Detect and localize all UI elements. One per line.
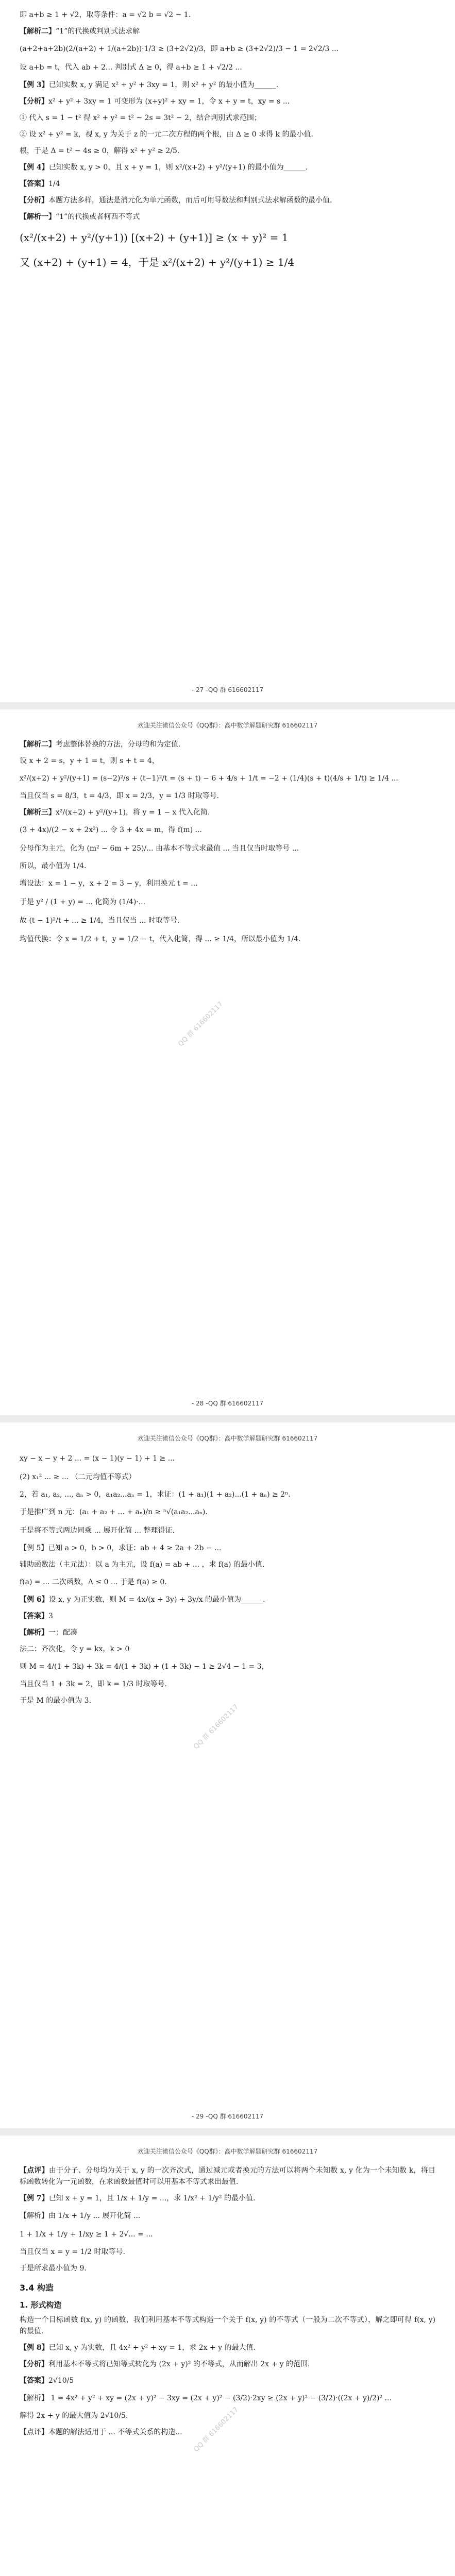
section-title: 3.4 构造: [20, 2283, 54, 2293]
page-header: 欢迎关注微信公众号《QQ群》：高中数学解题研究群 616602117: [137, 1435, 318, 1442]
text: x²/(x+2) + y²/(y+1)，将 y = 1 − x 代入化简.: [56, 808, 210, 817]
math-line: (3 + 4x)/(2 − x + 2x²) ... 令 3 + 4x = m，得 f(m) ...: [20, 826, 202, 834]
subsection-title: 1. 形式构造: [20, 2300, 62, 2310]
math-line: 增设法：x = 1 − y，x + 2 = 3 − y，利用换元 t = ...: [20, 879, 198, 888]
text: “1”的代换或判别式法求解: [56, 27, 140, 36]
text: 已知实数 x, y 满足 x² + y² + 3xy = 1，则 x² + y² 的最小值为______.: [48, 81, 279, 89]
label: 【解析二】: [20, 740, 56, 749]
math-line: f(a) = ... 二次函数，Δ ≤ 0 ... 于是 f(a) ≥ 0.: [20, 1578, 167, 1586]
math-line: 所以，最小值为 1/4.: [20, 862, 87, 870]
text: 3: [48, 1612, 53, 1620]
math-line: 【例 5】已知 a > 0，b > 0，求证：ab + 4 ≥ 2a + 2b − ...: [20, 1544, 222, 1552]
page-4: [0, 2136, 455, 2576]
text: 已知实数 x, y > 0，且 x + y = 1，则 x²/(x+2) + y²/(y+1) 的最小值为______.: [48, 163, 308, 172]
text: 已知 x + y = 1，且 1/x + 1/y = ...，求 1/x² + 1/y² 的最小值.: [48, 2194, 256, 2202]
text: 本题方法多样，通法是消元化为单元函数，而后可用导数法和判别式法求解函数的最小值.: [48, 196, 332, 205]
page-3: [0, 1422, 455, 2128]
math-line: 均值代换：令 x = 1/2 + t，y = 1/2 − t，代入化简，得 ... ≥ 1/4，所以最小值为 1/4.: [20, 935, 301, 943]
watermark: QQ 群 616602117: [192, 1703, 240, 1751]
paragraph: 构造一个目标函数 f(x, y) 的函数，我们利用基本不等式构造一个关于 f(x, y) 的不等式（一般为二次不等式），解之即可得 f(x, y) 的最值.: [20, 2316, 435, 2335]
math-line: 当且仅当 s = 8/3，t = 4/3，即 x = 2/3，y = 1/3 时取等号.: [20, 792, 220, 800]
math-line: 故 (t − 1)²/t + ... ≥ 1/4，当且仅当 ... 时取等号.: [20, 917, 180, 925]
page-1: [0, 0, 455, 702]
label: 【答案】: [20, 2377, 48, 2385]
page-footer: - 29 -QQ 群 616602117: [191, 2113, 264, 2120]
big-formula: 又 (x+2) + (y+1) = 4，于是 x²/(x+2) + y²/(y+1) ≥ 1/4: [20, 256, 295, 268]
math-line: 1 + 1/x + 1/y + 1/xy ≥ 1 + 2√... = ...: [20, 2230, 153, 2239]
page-header: 欢迎关注微信公众号《QQ群》：高中数学解题研究群 616602117: [137, 2148, 318, 2155]
math-line: 【解析】 1 = 4x² + y² + xy = (2x + y)² − 3xy = (2x + y)² − (3/2)·2xy ≥ (2x + y)² − (3/2)·((2x + y)/2)² ...: [20, 2394, 392, 2402]
label: 【点评】: [20, 2166, 49, 2175]
label: 【例 6】: [20, 1596, 49, 1604]
label: 【解析一】: [20, 213, 56, 221]
math-line: 解得 2x + y 的最大值为 2√10/5.: [20, 2412, 128, 2420]
label: 【解析】: [20, 1629, 48, 1637]
math-line: x²/(x+2) + y²/(y+1) = (s−2)²/s + (t−1)²/t = (s + t) − 6 + 4/s + 1/t = −2 + (1/4)(s + t)(4/s + 1/t) ≥ 1/4 ...: [20, 774, 398, 783]
text: 由于分子、分母均为关于 x, y 的一次齐次式，通过减元或者换元的方法可以将两个未知数 x, y 化为一个未知数 k，将目标函数转化为一元函数，在求函数最值时可以用基本不等式求出最值.: [20, 2166, 435, 2186]
math-line: (2) x₁² ... ≥ ... （二元均值不等式）: [20, 1473, 136, 1481]
page-gap: [0, 702, 455, 709]
label: 【答案】: [20, 1612, 48, 1620]
intro-text: 即 a+b ≥ 1 + √2，取等条件：a = √2 b = √2 − 1.: [20, 11, 191, 19]
math-line: 【点评】本题的解法适用于 ... 不等式关系的构造...: [20, 2428, 182, 2436]
label: 【例 3】: [20, 81, 49, 89]
page-2: [0, 709, 455, 1415]
math-line: 辅助函数法（主元法）：以 a 为主元，设 f(a) = ab + ... ，求 f(a) 的最小值.: [20, 1561, 265, 1569]
big-formula: (x²/(x+2) + y²/(y+1)) [(x+2) + (y+1)] ≥ (x + y)² = 1: [20, 231, 289, 244]
text: 利用基本不等式将已知等式转化为 (2x + y)² 的不等式，从而解出 2x + y 的范围.: [48, 2360, 310, 2368]
math-line: 于是将不等式两边同乘 ... 展开化简 ... 整理得证.: [20, 1527, 175, 1535]
math-line: (a+2+a+2b)(2/(a+2) + 1/(a+2b))·1/3 ≥ (3+2√2)/3，即 a+b ≥ (3+2√2)/3 − 1 = 2√2/3 ...: [20, 45, 339, 53]
math-line: 【解析】由 1/x + 1/y ... 展开化简 ...: [20, 2212, 141, 2220]
math-line: 设 x + 2 = s，y + 1 = t，则 s + t = 4，: [20, 757, 159, 765]
watermark: QQ 群 616602117: [177, 1000, 225, 1048]
page-footer: - 28 -QQ 群 616602117: [191, 1400, 264, 1407]
text: x² + y² + 3xy = 1 可变形为 (x+y)² + xy = 1，令 x + y = t，xy = s ...: [48, 97, 290, 106]
text: 设 x, y 为正实数，则 M = 4x/(x + 3y) + 3y/x 的最小值为______.: [48, 1596, 265, 1604]
page-header: 欢迎关注微信公众号《QQ群》：高中数学解题研究群 616602117: [137, 722, 318, 729]
text: 2√10/5: [48, 2377, 74, 2385]
math-line: 于是 y² / (1 + y) = ... 化简为 (1/4)·...: [20, 898, 146, 906]
page-gap: [0, 1415, 455, 1422]
text: 考虑整体替换的方法，分母的和为定值.: [56, 740, 181, 749]
label: 【分析】: [20, 97, 48, 106]
label: 【分析】: [20, 2360, 48, 2368]
method-line: ① 代入 s = 1 − t² 得 x² + y² = t² − 2s = 3t² − 2，结合判别式求范围；: [20, 114, 261, 122]
text: “1”的代换或者柯西不等式: [56, 213, 140, 221]
math-line: 设 a+b = t，代入 ab + 2... 判别式 Δ ≥ 0，得 a+b ≥ 1 + √2/2 ...: [20, 63, 242, 72]
watermark: QQ 群 616602117: [192, 2405, 240, 2454]
math-line: 于是所求最小值为 9.: [20, 2264, 87, 2273]
math-line: 于是 M 的最小值为 3.: [20, 1697, 92, 1705]
label: 【例 7】: [20, 2194, 49, 2202]
text: 已知 x, y 为实数，且 4x² + y² + xy = 1，求 2x + y 的最大值.: [48, 2344, 256, 2352]
text: 一：配凑: [48, 1629, 77, 1637]
math-line: 当且仅当 x = y = 1/2 时取等号.: [20, 2248, 125, 2256]
label: 【例 4】: [20, 163, 49, 172]
math-line: 2，若 a₁, a₂, ..., aₙ > 0，a₁a₂...aₙ = 1，求证：(1 + a₁)(1 + a₂)...(1 + aₙ) ≥ 2ⁿ.: [20, 1490, 291, 1499]
math-line: 当且仅当 1 + 3k = 2，即 k = 1/3 时取等号.: [20, 1680, 167, 1688]
math-line: 于是推广到 n 元：(a₁ + a₂ + ... + aₙ)/n ≥ ⁿ√(a₁a₂...aₙ).: [20, 1508, 208, 1516]
page-footer: - 27 -QQ 群 616602117: [191, 686, 264, 693]
page-gap: [0, 2128, 455, 2136]
math-line: 分母作为主元，化为 (m² − 6m + 25)/... 由基本不等式求最值 ... 当且仅当时取等号 ...: [20, 844, 299, 853]
method-line: ② 设 x² + y² = k，视 x, y 为关于 z 的一元二次方程的两个根，由 Δ ≥ 0 求得 k 的最小值.: [20, 130, 313, 139]
math-line: 则 M = 4/(1 + 3k) + 3k = 4/(1 + 3k) + (1 + 3k) − 1 ≥ 2√4 − 1 = 3，: [20, 1663, 269, 1671]
label: 【答案】: [20, 180, 48, 188]
math-line: xy − x − y + 2 ... = (x − 1)(y − 1) + 1 ≥ ...: [20, 1454, 175, 1463]
math-line: 法二：齐次化，令 y = kx，k > 0: [20, 1645, 130, 1653]
method-line: 根，于是 Δ = t² − 4s ≥ 0，解得 x² + y² ≥ 2/5.: [20, 147, 180, 155]
label: 【解析二】: [20, 27, 56, 36]
label: 【解析三】: [20, 808, 56, 817]
label: 【分析】: [20, 196, 48, 205]
text: 1/4: [48, 180, 60, 188]
label: 【例 8】: [20, 2344, 49, 2352]
